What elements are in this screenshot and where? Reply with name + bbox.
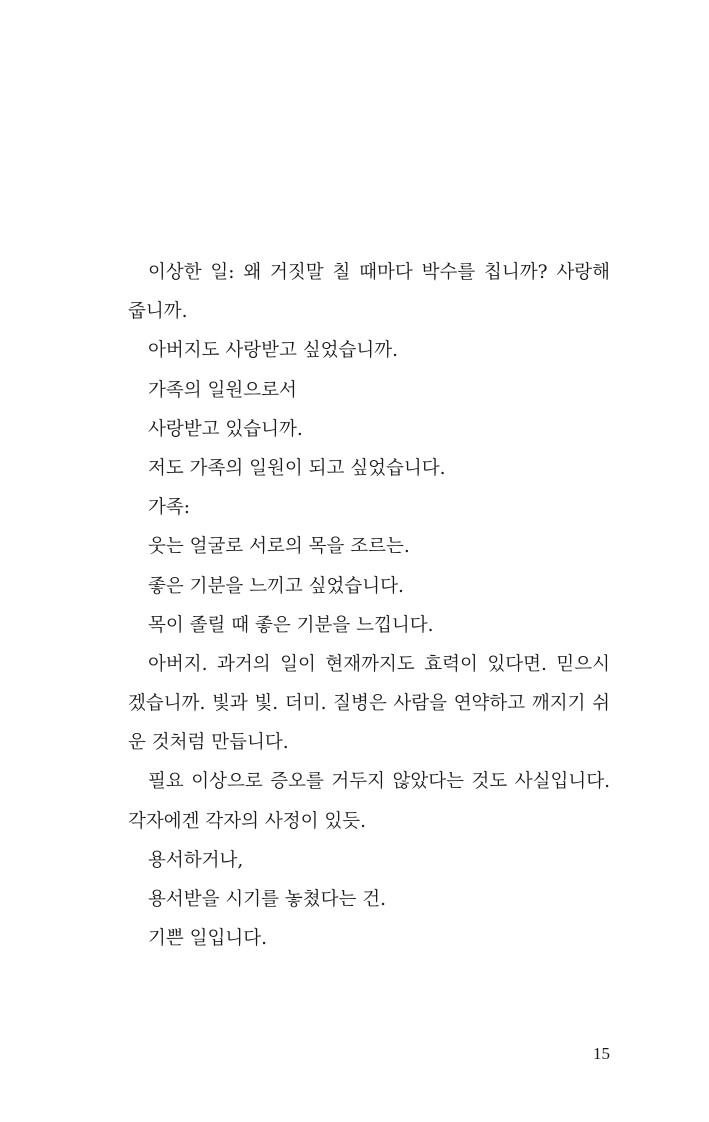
text-line: 가족의 일원으로서 — [148, 379, 297, 401]
page-number: 15 — [593, 1044, 610, 1063]
text-line: 용서받을 시기를 놓쳤다는 건. — [148, 889, 386, 910]
text-line: 겠습니까. 빛과 빛. 더미. 질병은 사람을 연약하고 깨지기 쉬 — [128, 693, 610, 715]
poem-body — [128, 253, 610, 958]
text-line: 각자에겐 각자의 사정이 있듯. — [128, 810, 366, 832]
text-line: 웃는 얼굴로 서로의 목을 조르는. — [148, 536, 410, 558]
text-line: 이상한 일: 왜 거짓말 칠 때마다 박수를 칩니까? 사랑해 — [148, 262, 610, 283]
text-line: 저도 가족의 일원이 되고 싶었습니다. — [148, 457, 446, 479]
text-line: 운 것처럼 만듭니다. — [128, 732, 289, 754]
text-line: 아버지도 사랑받고 싶었습니까. — [148, 340, 398, 362]
text-line: 사랑받고 있습니까. — [148, 418, 303, 440]
text-line: 기쁜 일입니다. — [148, 928, 267, 950]
text-line: 좋은 기분을 느끼고 싶었습니다. — [148, 575, 404, 597]
text-line: 아버지. 과거의 일이 현재까지도 효력이 있다면. 믿으시 — [148, 653, 610, 675]
text-line: 용서하거나, — [148, 849, 244, 871]
text-line: 줍니까. — [128, 301, 188, 323]
text-line: 필요 이상으로 증오를 거두지 않았다는 것도 사실입니다. — [148, 771, 610, 793]
text-line: 가족: — [148, 497, 190, 519]
text-line: 목이 졸릴 때 좋은 기분을 느낍니다. — [148, 614, 434, 636]
